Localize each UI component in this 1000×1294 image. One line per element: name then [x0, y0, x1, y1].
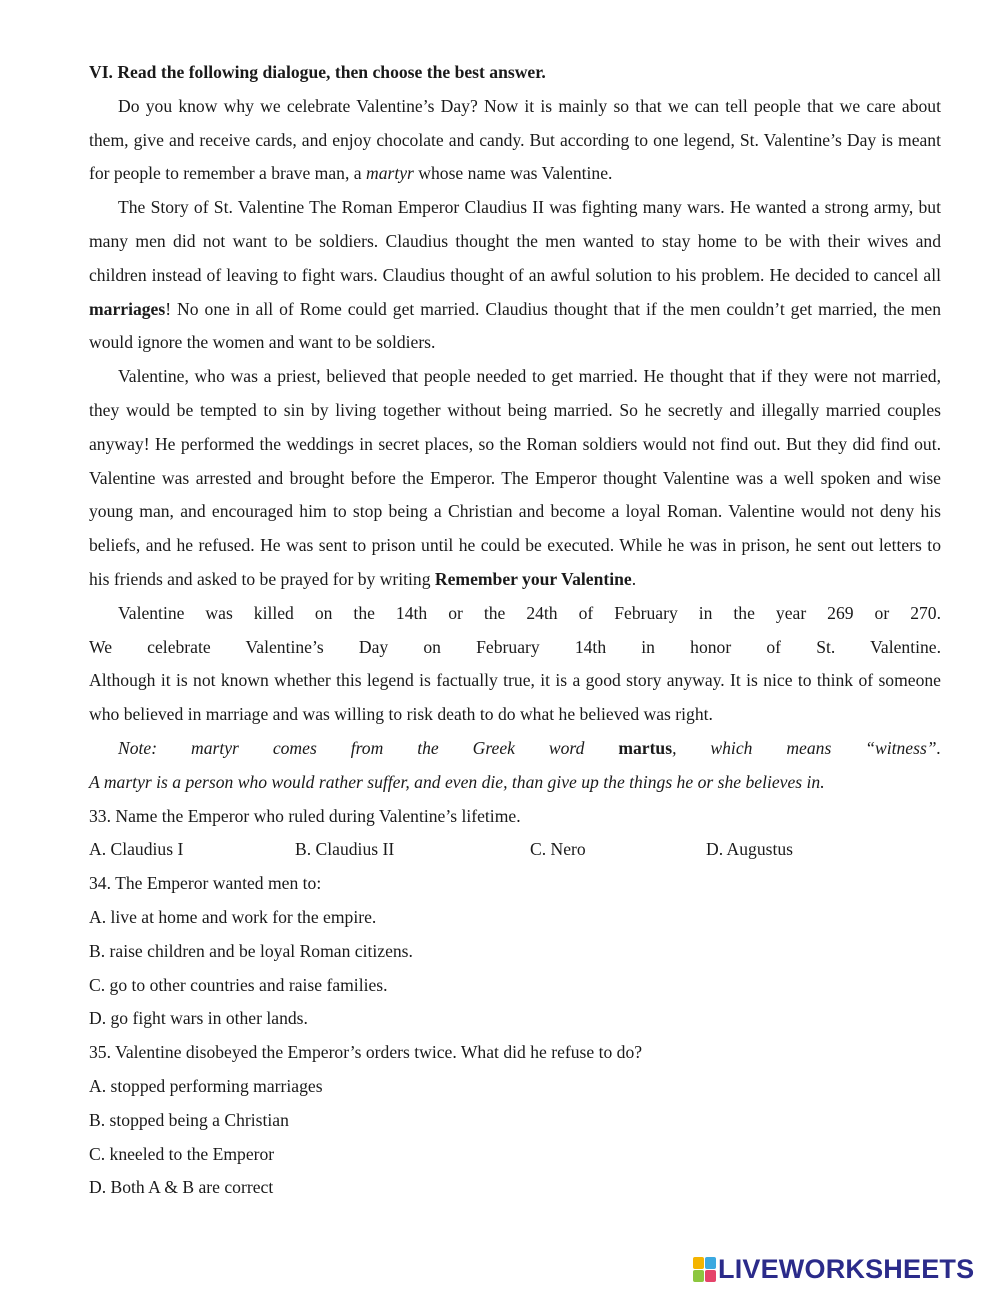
question-35-option-b[interactable]: B. stopped being a Christian [89, 1109, 289, 1130]
p2-text-a: The Story of St. Valentine The Roman Emperor Claudius II was fighting many wars. He wanted a strong army, but many men did not want to be soldiers. Claudius thought the men wanted to stay home to be with their wives and children instead of leaving to fight wars. Claudius thought of an awful solution to his problem. He decided to cancel all [89, 197, 941, 285]
passage-paragraph-1 [89, 90, 941, 191]
logo-square-3 [693, 1270, 704, 1282]
question-35-option-d[interactable]: D. Both A & B are correct [89, 1177, 274, 1198]
note-text-c: , which means “witness”. [672, 737, 941, 758]
logo-text: LIVEWORKSHEETS [718, 1254, 975, 1284]
p1-term-martyr: martyr [365, 163, 414, 184]
worksheet-page [89, 56, 941, 1205]
p4-rest: Although it is not known whether this legend is factually true, it is a good story anyway. It is nice to think of someone who believed in marriage and was willing to risk death to do what he believed was right. [89, 670, 941, 725]
question-33-option-c[interactable]: C. Nero [530, 839, 586, 860]
passage-paragraph-3 [89, 360, 941, 597]
p2-text-c: ! No one in all of Rome could get married. Claudius thought that if the men couldn’t get married, the men would ignore the women and want to be soldiers. [89, 298, 941, 353]
note-text-a: Note: martyr comes from the Greek word [118, 737, 619, 758]
passage-paragraph-2 [89, 191, 941, 360]
question-34-text: 34. The Emperor wanted men to: [89, 873, 322, 894]
p1-text-a: Do you know why we celebrate Valentine’s Day? Now it is mainly so that we can tell people that we care about them, give and receive cards, and enjoy chocolate and candy. But according to one legend, St. Valentine’s Day is meant for people to remember a brave man, a [89, 95, 941, 184]
question-35 [89, 1036, 941, 1205]
question-35-text: 35. Valentine disobeyed the Emperor’s orders twice. What did he refuse to do? [89, 1042, 643, 1063]
note-block [89, 732, 941, 800]
liveworksheets-logo-icon [693, 1257, 715, 1281]
question-35-option-a[interactable]: A. stopped performing marriages [89, 1075, 323, 1096]
question-34-option-c[interactable]: C. go to other countries and raise families. [89, 974, 388, 995]
question-34-option-d[interactable]: D. go fight wars in other lands. [89, 1008, 308, 1029]
logo-square-1 [693, 1257, 704, 1269]
question-35-option-c[interactable]: C. kneeled to the Emperor [89, 1143, 275, 1164]
p2-term-marriages: marriages [89, 298, 166, 319]
note-line-2: A martyr is a person who would rather suffer, and even die, than give up the things he or she believes in. [89, 771, 825, 792]
question-33-option-a[interactable]: A. Claudius I [89, 839, 184, 860]
question-33-options [89, 833, 941, 867]
question-34-option-b[interactable]: B. raise children and be loyal Roman citizens. [89, 940, 413, 961]
logo-square-2 [705, 1257, 716, 1269]
question-33 [89, 800, 941, 868]
question-34 [89, 867, 941, 1036]
question-33-text: 33. Name the Emperor who ruled during Valentine’s lifetime. [89, 805, 521, 826]
question-33-option-d[interactable]: D. Augustus [706, 839, 794, 860]
note-line-1 [89, 732, 941, 766]
p3-text-a: Valentine, who was a priest, believed that people needed to get married. He thought that if they were not married, they would be tempted to sin by living together without being married. So he secretly and illegally married couples anyway! He performed the weddings in secret places, so the Roman soldiers would not find out. But they did find out. Valentine was arrested and brought before the Emperor. The Emperor thought Valentine was a well spoken and wise young man, and encouraged him to stop being a Christian and become a loyal Roman. Valentine would not deny his beliefs, and he refused. He was sent to prison until he could be executed. While he was in prison, he sent out letters to his friends and asked to be prayed for by writing [89, 366, 941, 589]
p4-line-2: We celebrate Valentine’s Day on February 14th in honor of St. Valentine. [89, 636, 941, 657]
p4-line-1: Valentine was killed on the 14th or the 24th of February in the year 269 or 270. [118, 602, 941, 623]
liveworksheets-logo [693, 1254, 974, 1284]
question-34-option-a[interactable]: A. live at home and work for the empire. [89, 906, 377, 927]
p1-text-c: whose name was Valentine. [413, 163, 613, 184]
question-33-option-b[interactable]: B. Claudius II [295, 839, 395, 860]
passage-paragraph-4 [89, 597, 941, 732]
logo-square-4 [705, 1270, 716, 1282]
section-heading: VI. Read the following dialogue, then choose the best answer. [89, 62, 546, 82]
p3-text-c: . [631, 568, 637, 589]
note-term-martus: martus [618, 737, 673, 758]
p3-term-remember: Remember your Valentine [434, 568, 632, 589]
